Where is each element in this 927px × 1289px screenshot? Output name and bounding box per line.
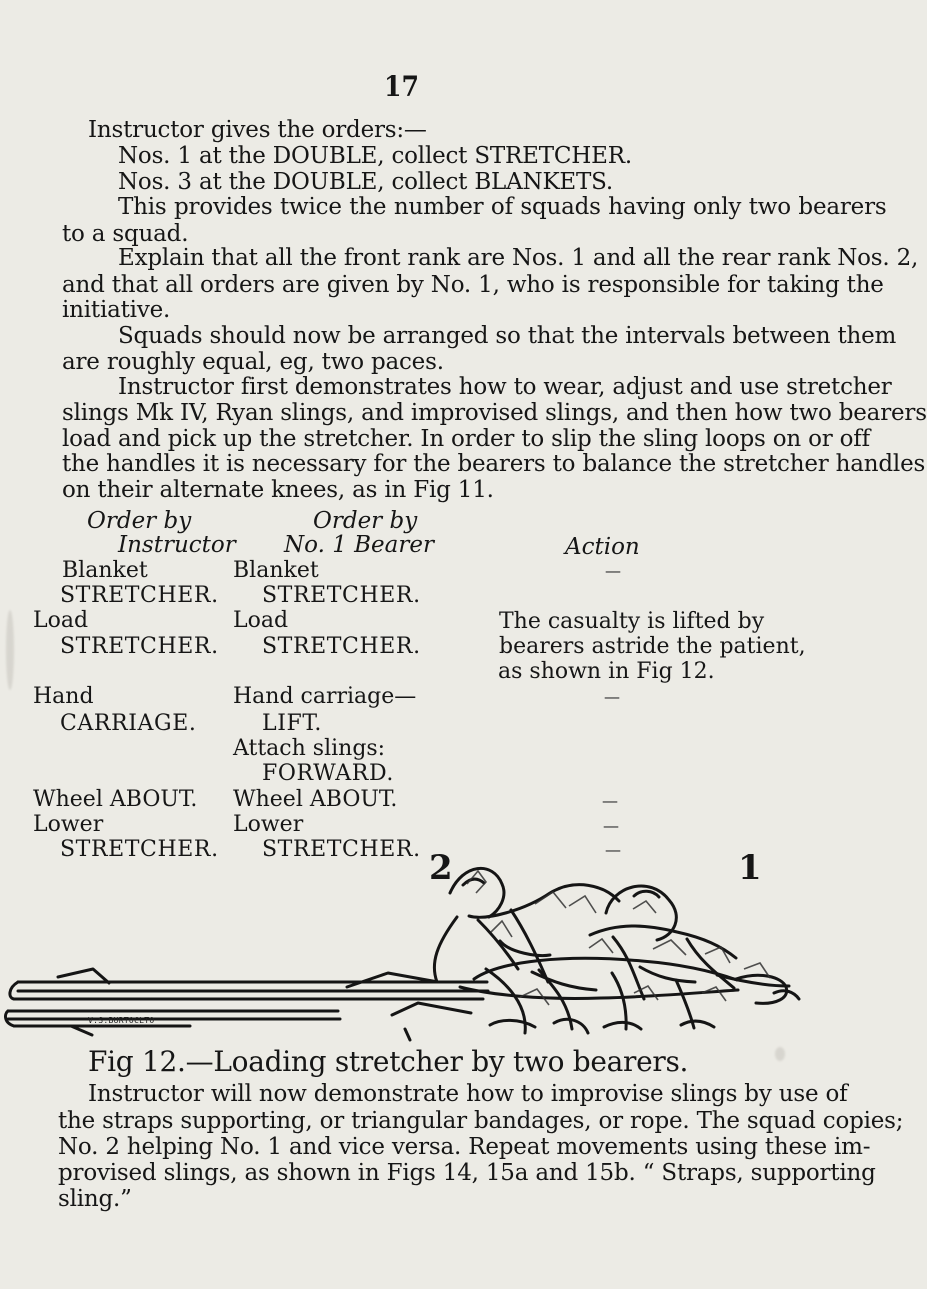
instructor-order: STRETCHER. bbox=[60, 634, 219, 659]
instructor-order: Load bbox=[33, 608, 89, 633]
instructor-order: Blanket bbox=[62, 558, 148, 583]
action-dash: — bbox=[603, 816, 619, 835]
patient-torso bbox=[460, 987, 738, 998]
figure-caption: Fig 12.—Loading stretcher by two bearers. bbox=[88, 1045, 689, 1078]
body-line: the handles it is necessary for the bearers to balance the stretcher handles bbox=[62, 451, 926, 477]
body-line: and that all orders are given by No. 1, who is responsible for taking the bbox=[62, 272, 884, 298]
body-line: the straps supporting, or triangular bandages, or rope. The squad copies; bbox=[58, 1108, 904, 1134]
bearer-order: Lower bbox=[233, 812, 304, 837]
instructor-order: Hand bbox=[33, 684, 94, 709]
figure-label-left: 2 bbox=[429, 848, 453, 888]
bearer-order: STRETCHER. bbox=[262, 837, 421, 862]
bearer-order: LIFT. bbox=[262, 711, 322, 736]
table-header: No. 1 Bearer bbox=[284, 532, 434, 558]
bearer-1-foot bbox=[681, 1021, 714, 1027]
body-line: This provides twice the number of squads having only two bearers bbox=[118, 194, 887, 220]
bearer-1-back bbox=[590, 926, 736, 958]
instructor-order: CARRIAGE. bbox=[60, 711, 197, 736]
body-line: Nos. 1 at the DOUBLE, collect STRETCHER. bbox=[118, 143, 632, 169]
stretcher-foot bbox=[405, 1029, 410, 1040]
body-line: Nos. 3 at the DOUBLE, collect BLANKETS. bbox=[118, 169, 614, 195]
bearer-1-foot bbox=[604, 1022, 641, 1029]
instructor-order: Wheel ABOUT. bbox=[33, 787, 198, 812]
body-line: on their alternate knees, as in Fig 11. bbox=[62, 477, 494, 503]
paper-smudge bbox=[6, 610, 14, 690]
table-header: Instructor bbox=[118, 532, 236, 558]
body-line: to a squad. bbox=[62, 221, 189, 247]
stretcher-loading-illustration bbox=[0, 840, 800, 1043]
body-line: provised slings, as shown in Figs 14, 15a and 15b. “ Straps, supporting bbox=[58, 1160, 876, 1186]
patient-face bbox=[736, 975, 787, 1003]
table-header: Action bbox=[565, 534, 640, 560]
table-header: Order by bbox=[313, 508, 418, 534]
body-line: Instructor first demonstrates how to wear, adjust and use stretcher bbox=[118, 374, 892, 400]
bearer-2-arm bbox=[478, 920, 518, 969]
bearer-2-body bbox=[434, 917, 457, 982]
bearer-order: FORWARD. bbox=[262, 761, 394, 786]
bearer-order: Load bbox=[233, 608, 289, 633]
figure-12 bbox=[0, 840, 800, 1043]
stretcher-cross bbox=[347, 973, 438, 987]
bearer-2-foot bbox=[490, 1020, 535, 1027]
instructor-order: Lower bbox=[33, 812, 104, 837]
instructor-order: STRETCHER. bbox=[60, 837, 219, 862]
body-line: slings Mk IV, Ryan slings, and improvised slings, and then how two bearers bbox=[62, 400, 927, 426]
action-dash: — bbox=[605, 840, 621, 859]
figure-label-right: 1 bbox=[738, 848, 762, 888]
body-line: are roughly equal, eg, two paces. bbox=[62, 349, 444, 375]
bearer-1-head bbox=[634, 891, 659, 897]
bearer-order: Hand carriage— bbox=[233, 684, 417, 709]
instructor-order: STRETCHER. bbox=[60, 583, 219, 608]
table-header: Order by bbox=[87, 508, 192, 534]
stretcher-marking: V.S.BURTOCLTO bbox=[88, 1016, 155, 1025]
bearer-order: STRETCHER. bbox=[262, 634, 421, 659]
body-line: initiative. bbox=[62, 297, 171, 323]
body-line: Explain that all the front rank are Nos. 1 and all the rear rank Nos. 2, bbox=[118, 245, 919, 271]
bearer-order: Wheel ABOUT. bbox=[233, 787, 398, 812]
bearer-order: Attach slings: bbox=[233, 736, 386, 761]
page-number: 17 bbox=[384, 70, 420, 103]
bearer-order: Blanket bbox=[233, 558, 319, 583]
action-dash: — bbox=[602, 791, 618, 810]
action-dash: — bbox=[604, 687, 620, 706]
paper-smudge bbox=[775, 1047, 785, 1061]
action-text: as shown in Fig 12. bbox=[498, 659, 715, 684]
action-dash: — bbox=[605, 561, 621, 580]
body-line: Instructor will now demonstrate how to improvise slings by use of bbox=[88, 1081, 848, 1107]
body-line: sling.” bbox=[58, 1186, 132, 1212]
bearer-2-head bbox=[463, 879, 484, 885]
action-text: bearers astride the patient, bbox=[499, 634, 806, 659]
body-line: load and pick up the stretcher. In order to slip the sling loops on or off bbox=[62, 426, 870, 452]
stretcher-cross bbox=[392, 1003, 471, 1015]
bearer-1-leg bbox=[612, 973, 626, 1029]
patient-arm bbox=[640, 967, 695, 982]
bearer-2-arm bbox=[511, 910, 548, 982]
body-line: Squads should now be arranged so that the intervals between them bbox=[118, 323, 897, 349]
bearer-1-head bbox=[606, 886, 676, 940]
body-line: Instructor gives the orders:— bbox=[88, 117, 427, 143]
body-line: No. 2 helping No. 1 and vice versa. Repeat movements using these im- bbox=[58, 1134, 871, 1160]
action-text: The casualty is lifted by bbox=[499, 609, 765, 634]
bearer-order: STRETCHER. bbox=[262, 583, 421, 608]
